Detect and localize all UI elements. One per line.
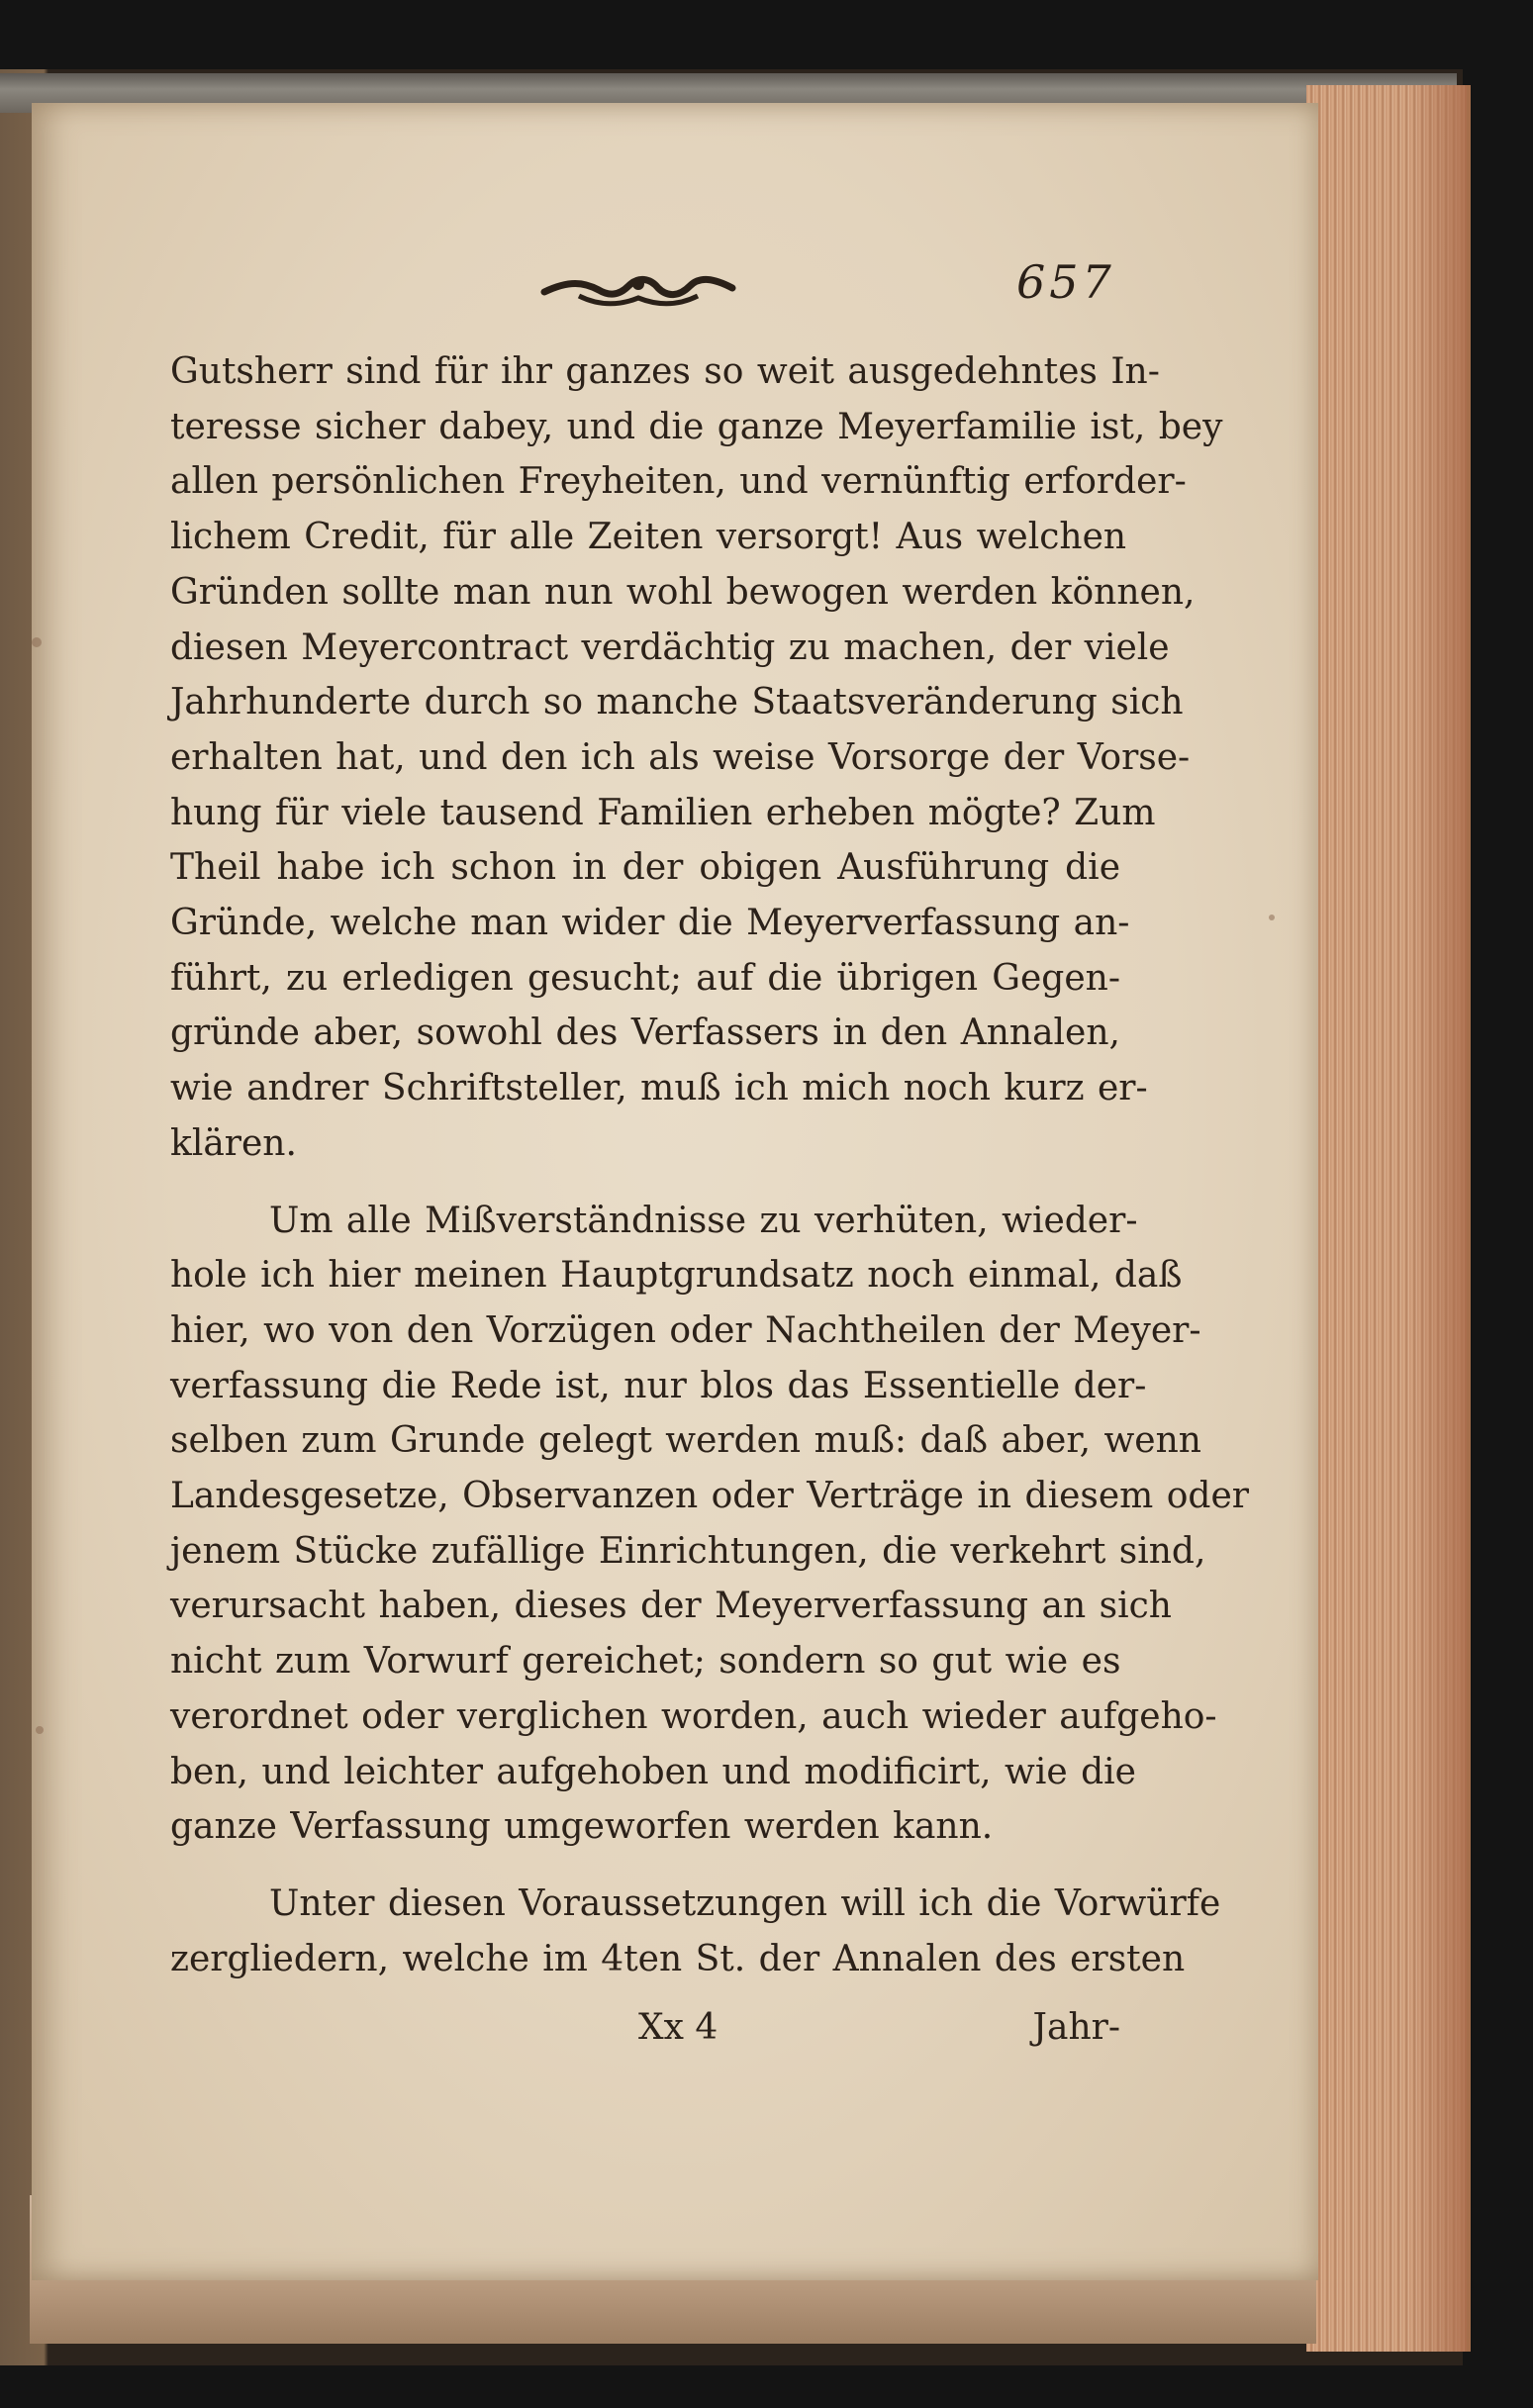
text-line: selben zum Grunde gelegt werden muß: daß aber, wenn xyxy=(170,1420,1201,1462)
printers-ornament-icon xyxy=(539,262,737,312)
text-line: diesen Meyercontract verdächtig zu machen, der viele xyxy=(170,626,1170,668)
text-line: Unter diesen Voraussetzungen will ich die Vorwürfe xyxy=(269,1882,1221,1924)
text-line: hier, wo von den Vorzügen oder Nachtheilen der Meyer- xyxy=(170,1309,1201,1351)
body-text xyxy=(170,344,1249,1986)
paragraph xyxy=(170,1877,1221,1986)
text-line: verordnet oder verglichen worden, auch wieder aufgeho- xyxy=(170,1695,1217,1737)
text-line: hung für viele tausend Familien erheben mögte? Zum xyxy=(170,792,1156,833)
text-line: lichem Credit, für alle Zeiten versorgt! Aus welchen xyxy=(170,517,1127,558)
text-line: verursacht haben, dieses der Meyerverfassung an sich xyxy=(170,1586,1172,1627)
text-line: führt, zu erledigen gesucht; auf die übrigen Gegen- xyxy=(170,957,1120,999)
text-line: gründe aber, sowohl des Verfassers in den Annalen, xyxy=(170,1012,1120,1054)
paragraph xyxy=(170,1194,1249,1855)
text-line: ben, und leichter aufgehoben und modificirt, wie die xyxy=(170,1751,1136,1792)
text-line: Um alle Mißverständnisse zu verhüten, wieder- xyxy=(269,1200,1138,1241)
text-line: ganze Verfassung umgeworfen werden kann. xyxy=(170,1806,994,1848)
text-line: hole ich hier meinen Hauptgrundsatz noch einmal, daß xyxy=(170,1255,1183,1297)
text-line: wie andrer Schriftsteller, muß ich mich noch kurz er- xyxy=(170,1068,1148,1109)
text-line: verfassung die Rede ist, nur blos das Essentielle der- xyxy=(170,1365,1147,1406)
text-line: Gründen sollte man nun wohl bewogen werden können, xyxy=(170,571,1196,613)
text-line: erhalten hat, und den ich als weise Vorsorge der Vorse- xyxy=(170,736,1191,778)
text-line: Theil habe ich schon in der obigen Ausführung die xyxy=(170,847,1120,889)
text-line: klären. xyxy=(170,1122,297,1164)
paper-speck xyxy=(36,1726,44,1734)
paragraph xyxy=(170,344,1223,1172)
text-line: Gutsherr sind für ihr ganzes so weit ausgedehntes In- xyxy=(170,351,1160,392)
paragraph-gap xyxy=(170,1855,1120,1877)
text-line: Gründe, welche man wider die Meyerverfassung an- xyxy=(170,903,1130,944)
catchword: Jahr- xyxy=(1032,2007,1120,2048)
paper-speck xyxy=(1269,915,1275,920)
text-line: zergliedern, welche im 4ten St. der Annalen des ersten xyxy=(170,1938,1186,1979)
text-line: Landesgesetze, Observanzen oder Verträge in diesem oder xyxy=(170,1476,1249,1517)
paragraph-gap xyxy=(170,1172,1120,1194)
text-line: nicht zum Vorwurf gereichet; sondern so gut wie es xyxy=(170,1641,1121,1683)
text-line: allen persönlichen Freyheiten, und vernünftig erforder- xyxy=(170,461,1187,503)
signature-mark: Xx 4 xyxy=(638,2007,719,2048)
paper-speck xyxy=(32,637,42,647)
page-number: 657 xyxy=(1016,255,1115,309)
page-fore-edge xyxy=(1306,85,1471,2352)
text-line: teresse sicher dabey, und die ganze Meyerfamilie ist, bey xyxy=(170,406,1223,447)
text-line: Jahrhunderte durch so manche Staatsveränderung sich xyxy=(170,682,1184,723)
text-line: jenem Stücke zufällige Einrichtungen, die verkehrt sind, xyxy=(170,1530,1206,1572)
